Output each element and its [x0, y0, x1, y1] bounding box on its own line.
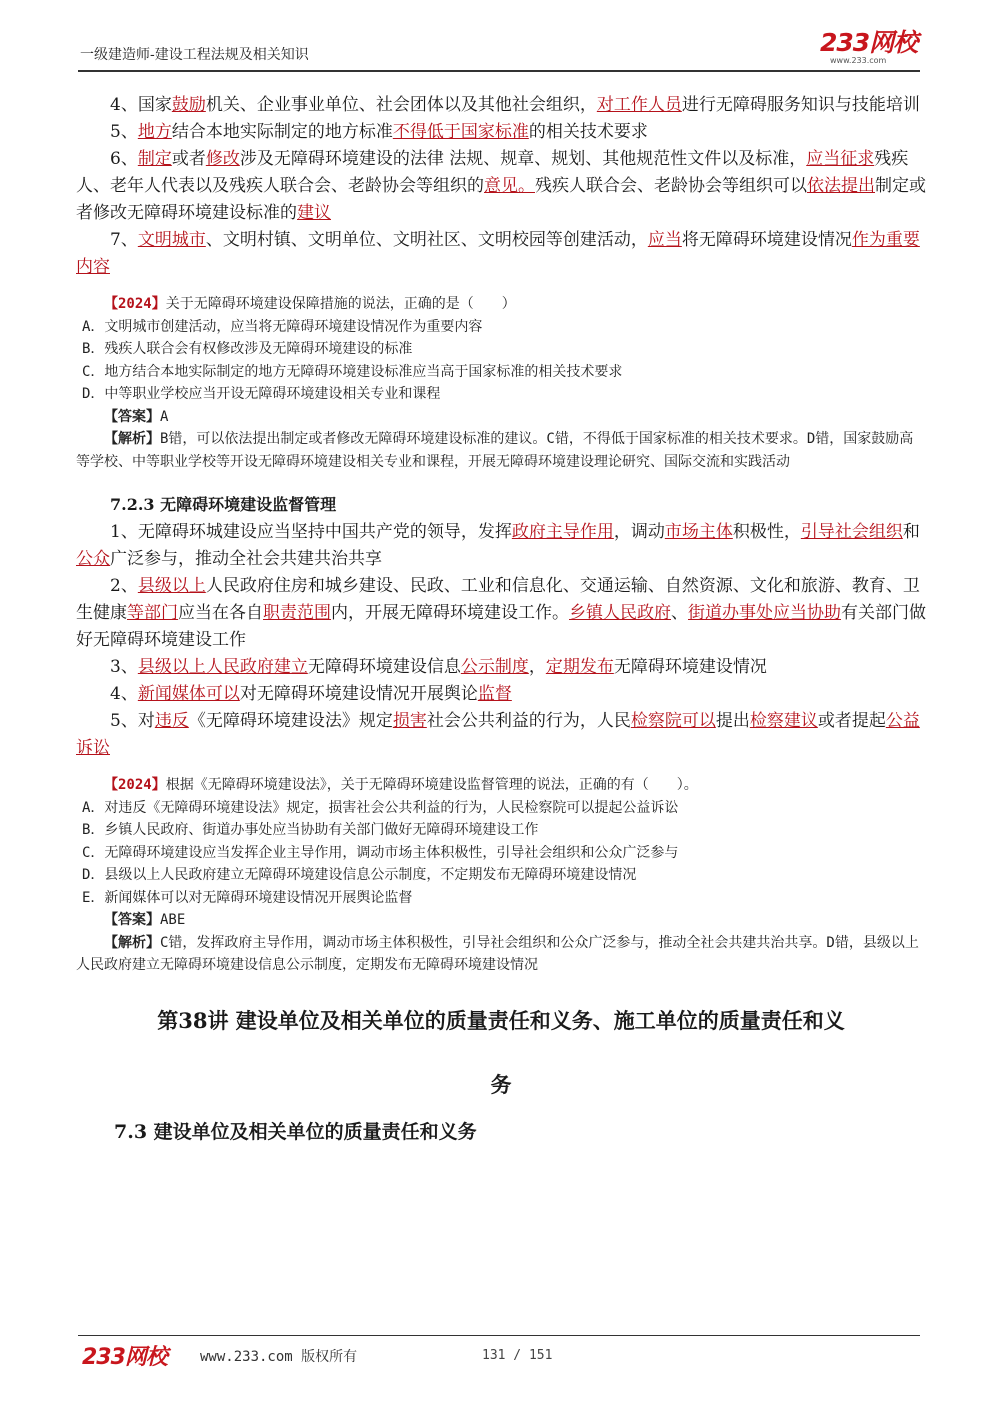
footer-divider — [78, 1335, 920, 1336]
question-block-1 — [76, 293, 926, 473]
supervision-item-1: 1、无障碍环城建设应当坚持中国共产党的领导，发挥政府主导作用，调动市场主体积极性，引导社会组织和公众广泛参与，推动全社会共建共治共享 — [76, 522, 920, 569]
logo-url: www.233.com — [830, 56, 887, 65]
question-option: E．新闻媒体可以对无障碍环境建设情况开展舆论监督 — [82, 889, 413, 906]
section-heading-7-2-3: 7.2.3 无障碍环境建设监督管理 — [110, 495, 337, 514]
question-block-2 — [76, 774, 926, 977]
question-stem: 【2024】关于无障碍环境建设保障措施的说法，正确的是（ ） — [104, 296, 516, 312]
paragraph-5: 5、地方结合本地实际制定的地方标准不得低于国家标准的相关技术要求 — [110, 122, 648, 142]
brand-logo — [820, 30, 920, 65]
question-analysis: 【解析】B错，可以依法提出制定或者修改无障碍环境建设标准的建议。C错，不得低于国家标准的相关技术要求。D错，国家鼓励高等学校、中等职业学校等开设无障碍环境建设相关专业和课程，开展无障碍环境建设理论研究、国际交流和实践活动 — [76, 431, 914, 470]
paragraph-7: 7、文明城市、文明村镇、文明单位、文明社区、文明校园等创建活动，应当将无障碍环境建设情况作为重要内容 — [76, 230, 920, 277]
paragraph-4: 4、国家鼓励机关、企业事业单位、社会团体以及其他社会组织，对工作人员进行无障碍服务知识与技能培训 — [110, 95, 920, 115]
question-option: D．县级以上人民政府建立无障碍环境建设信息公示制度，不定期发布无障碍环境建设情况 — [82, 867, 637, 883]
footer-logo: 233网校 — [82, 1345, 167, 1370]
supervision-item-4: 4、新闻媒体可以对无障碍环境建设情况开展舆论监督 — [110, 684, 512, 704]
question-stem: 【2024】根据《无障碍环境建设法》，关于无障碍环境建设监督管理的说法，正确的有（ ）。 — [104, 777, 698, 793]
question-option: D．中等职业学校应当开设无障碍环境建设相关专业和课程 — [82, 386, 441, 402]
section-heading-7-3: 7.3 建设单位及相关单位的质量责任和义务 — [114, 1120, 477, 1143]
question-option: B．残疾人联合会有权修改涉及无障碍环境建设的标准 — [82, 341, 413, 357]
supervision-item-3: 3、县级以上人民政府建立无障碍环境建设信息公示制度，定期发布无障碍环境建设情况 — [110, 657, 767, 677]
footer-copyright: www.233.com 版权所有 — [200, 1349, 358, 1365]
logo-text: 233网校 — [820, 28, 918, 57]
question-option: B．乡镇人民政府、街道办事处应当协助有关部门做好无障碍环境建设工作 — [82, 822, 539, 838]
question-option: A．文明城市创建活动，应当将无障碍环境建设情况作为重要内容 — [82, 318, 483, 335]
question-option: A．对违反《无障碍环境建设法》规定，损害社会公共利益的行为，人民检察院可以提起公益诉讼 — [82, 799, 679, 816]
supervision-item-5: 5、对违反《无障碍环境建设法》规定损害社会公共利益的行为，人民检察院可以提出检察建议或者提起公益诉讼 — [76, 711, 920, 758]
header-title: 一级建造师-建设工程法规及相关知识 — [80, 47, 309, 63]
supervision-item-2: 2、县级以上人民政府住房和城乡建设、民政、工业和信息化、交通运输、自然资源、文化和旅游、教育、卫生健康等部门应当在各自职责范围内，开展无障碍环境建设工作。乡镇人民政府、街道办事处应当协助有关部门做好无障碍环境建设工作 — [76, 576, 926, 650]
lecture-title: 第38讲 建设单位及相关单位的质量责任和义务、施工单位的质量责任和义 务 — [157, 1007, 845, 1097]
question-option: C．地方结合本地实际制定的地方无障碍环境建设标准应当高于国家标准的相关技术要求 — [82, 363, 623, 380]
question-analysis: 【解析】C错，发挥政府主导作用，调动市场主体积极性，引导社会组织和公众广泛参与，推动全社会共建共治共享。D错，县级以上人民政府建立无障碍环境建设信息公示制度，定期发布无障碍环境建设情况 — [76, 934, 919, 973]
question-option: C．无障碍环境建设应当发挥企业主导作用，调动市场主体积极性，引导社会组织和公众广泛参与 — [82, 844, 679, 861]
paragraph-6: 6、制定或者修改涉及无障碍环境建设的法律 法规、规章、规划、其他规范性文件以及标准，应当征求残疾人、老年人代表以及残疾人联合会、老龄协会等组织的意见。残疾人联合会、老龄协会等组织可以依法提出制定或者修改无障碍环境建设标准的建议 — [76, 149, 926, 223]
question-answer: 【答案】A — [104, 408, 169, 425]
header-divider — [78, 70, 920, 72]
page-number: 131 / 151 — [482, 1348, 553, 1363]
page-body — [76, 92, 926, 1147]
question-answer: 【答案】ABE — [104, 912, 186, 928]
